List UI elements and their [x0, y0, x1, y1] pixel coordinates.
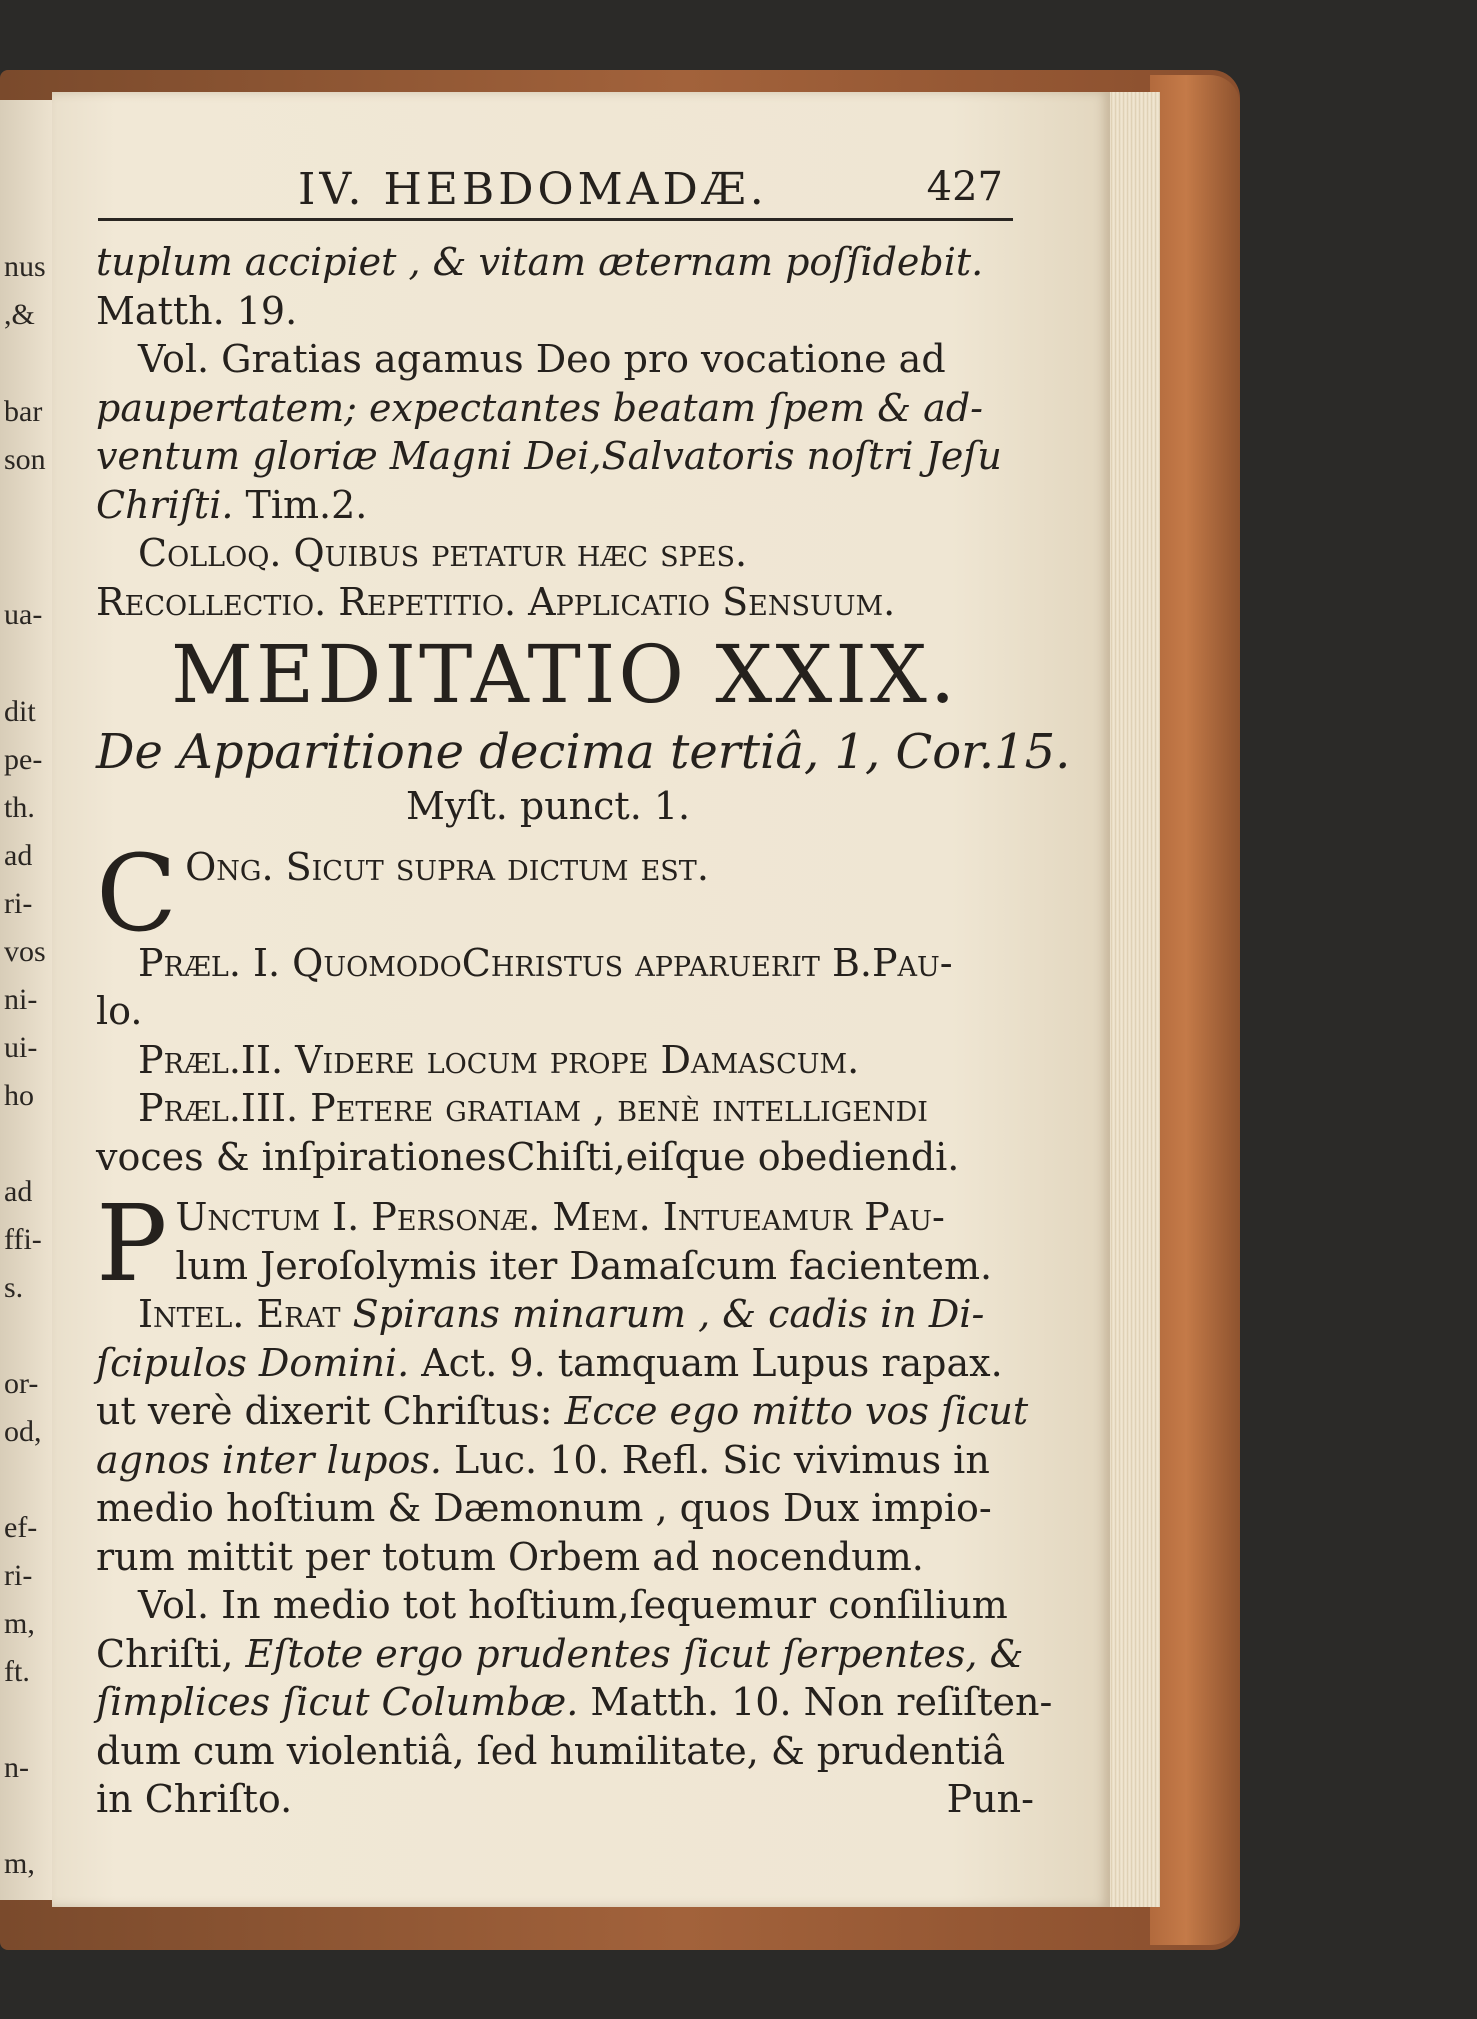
left-fragment: ft.	[4, 1655, 30, 1688]
left-fragment: s.	[4, 1271, 24, 1304]
left-fragment: ua-	[4, 598, 43, 631]
text-line: Ong. Sicut ſupra dictum eſt.	[185, 844, 709, 889]
text-line: paupertatem; expectantes beatam ſpem & ad-	[96, 385, 984, 430]
cover-edge	[1150, 75, 1240, 1945]
left-fragment: m,	[4, 1607, 35, 1640]
left-fragment: od,	[4, 1415, 42, 1448]
text-line: Præl.III. Petere gratiam , benè intelligendi	[138, 1086, 928, 1130]
left-fragment: ,&	[4, 298, 35, 331]
text-line: Colloq. Quibus petatur hæc ſpes.	[138, 531, 748, 575]
text-line: Unctum I. Personæ. Mem. Intueamur Pau-	[175, 1195, 945, 1239]
left-fragment: pe-	[4, 743, 43, 776]
left-fragment: ad	[4, 839, 33, 872]
left-fragment: ffi-	[4, 1223, 42, 1256]
page-header	[98, 160, 1013, 221]
page-number: 427	[926, 164, 1003, 210]
left-fragment: vos	[4, 935, 46, 968]
text-line: ventum gloriæ Magni Dei,Salvatoris noſtri Jeſu	[96, 434, 1002, 478]
text-line: Vol. Gratias agamus Deo pro vocatione ad	[138, 337, 946, 381]
text-line: Præl.II. Videre locum prope Damaſcum.	[138, 1037, 860, 1082]
running-head: IV. HEBDOMADÆ.	[298, 164, 768, 215]
text-line: ut verè dixerit Chriſtus: Ecce ego mitto vos ſicut	[96, 1389, 1029, 1433]
text-line: tuplum accipiet , & vitam æternam poſſidebit.	[96, 240, 984, 284]
text-line: rum mittit per totum Orbem ad nocendum.	[96, 1534, 924, 1579]
mystery-point: Myſt. punct. 1.	[406, 784, 691, 828]
left-fragment: ad	[4, 1175, 33, 1208]
left-fragment: bar	[4, 395, 43, 428]
text-line: Chriſti. Tim.2.	[96, 482, 368, 527]
left-fragment: n-	[4, 1751, 29, 1784]
left-fragment: ri-	[4, 887, 33, 920]
left-fragment: ri-	[4, 1559, 33, 1592]
text-line: medio hoſtium & Dæmonum , quos Dux impio-	[96, 1486, 992, 1530]
left-fragment: ui-	[4, 1031, 38, 1064]
left-fragment: nus	[4, 250, 46, 283]
left-fragment: ef-	[4, 1511, 38, 1544]
text-line: dum cum violentiâ, ſed humilitate, & prudentiâ	[96, 1728, 1006, 1773]
text-line: Vol. In medio tot hoſtium,ſequemur conſilium	[138, 1583, 1008, 1627]
meditation-title: MEDITATIO XXIX.	[171, 628, 959, 721]
text-line: lo.	[96, 989, 143, 1033]
left-fragment: dit	[4, 695, 36, 728]
text-line: Præl. I. QuomodoChriſtus apparuerit B.Pau-	[138, 940, 953, 985]
drop-cap: C	[96, 842, 178, 939]
left-fragment: or-	[4, 1367, 39, 1400]
page-body	[96, 238, 1071, 1824]
left-fragment: ho	[4, 1079, 34, 1112]
text-line: Chriſti, Eſtote ergo prudentes ſicut ſerpentes, &	[96, 1631, 1024, 1676]
left-fragment: m,	[4, 1847, 35, 1880]
text-line: in Chriſto. Pun-	[96, 1775, 1046, 1824]
text-line: ſcipulos Domini. Act. 9. tamquam Lupus rapax.	[96, 1340, 1003, 1385]
left-fragment: th.	[4, 791, 35, 824]
left-fragment: ni-	[4, 983, 38, 1016]
drop-cap: P	[96, 1193, 168, 1290]
catchword: Pun-	[946, 1777, 1034, 1821]
paragraph-cong	[96, 843, 1046, 939]
text-line: Recollectio. Repetitio. Applicatio Sensuum.	[96, 579, 896, 624]
text-line: voces & inſpirationesChiſti,eiſque obediendi.	[96, 1134, 960, 1179]
text-line: Intel. Erat Spirans minarum , & cadis in Di-	[138, 1292, 985, 1336]
text-line: ſimplices ſicut Columbæ. Matth. 10. Non reſiſten-	[96, 1680, 1053, 1724]
text-line: agnos inter lupos. Luc. 10. Refl. Sic vivimus in	[96, 1437, 990, 1482]
left-fragment: son	[4, 443, 46, 476]
text-line: Matth. 19.	[96, 288, 298, 333]
paragraph-punctum	[96, 1193, 1046, 1290]
meditation-subtitle: De Apparitione decima tertiâ, 1, Cor.15.	[96, 724, 1071, 780]
text-line: lum Jeroſolymis iter Damaſcum facientem.	[175, 1243, 993, 1288]
left-page-edge	[0, 100, 52, 1900]
